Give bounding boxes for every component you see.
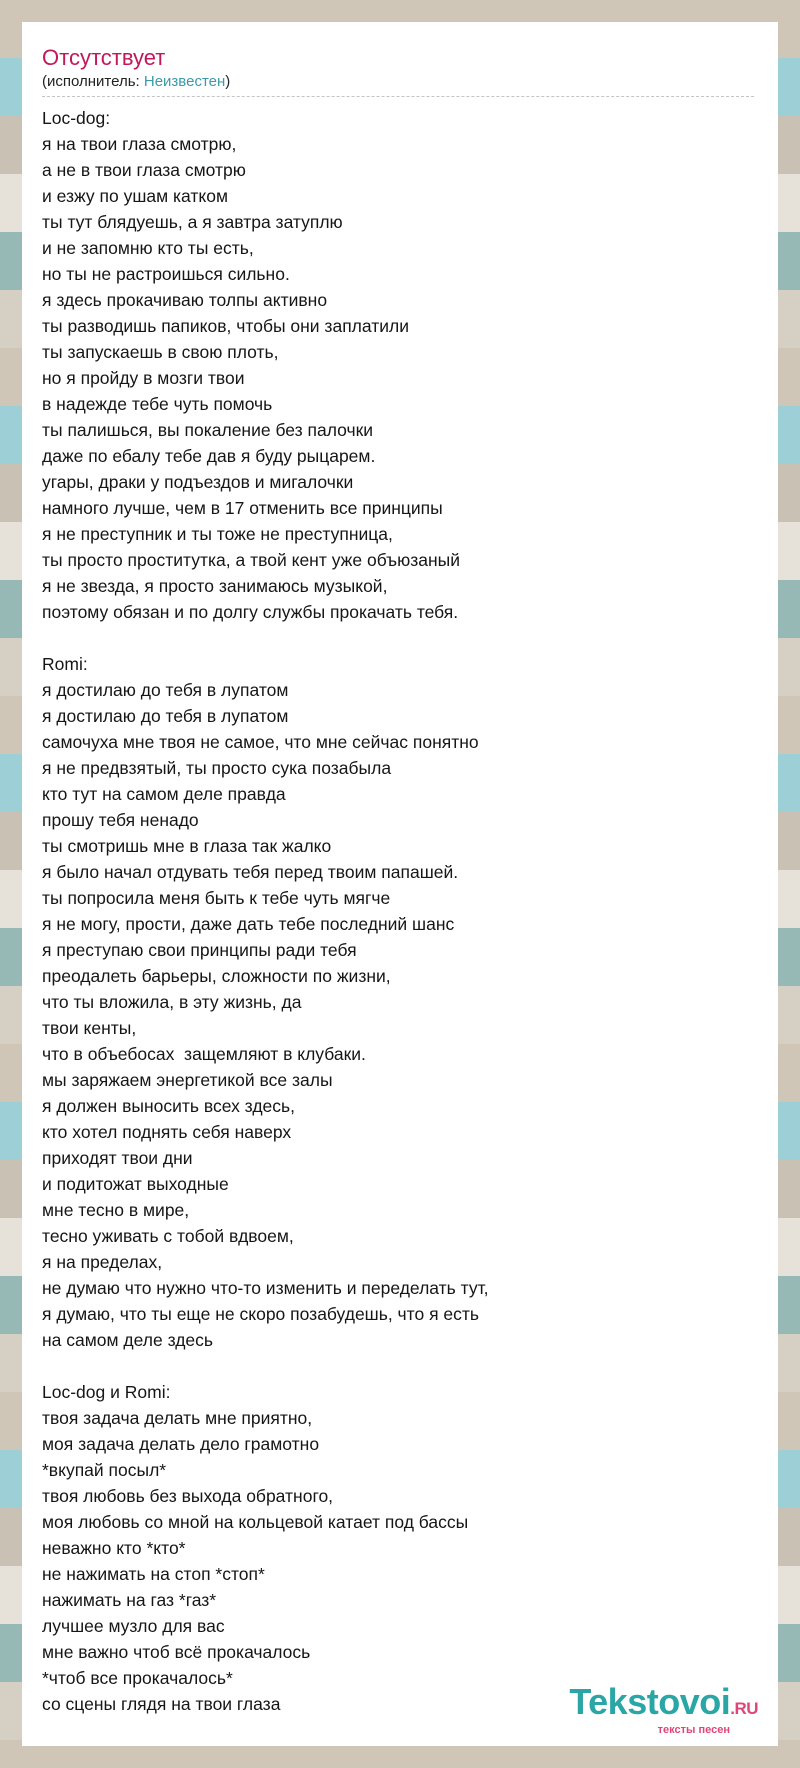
lyric-line: но ты не растроишься сильно.	[42, 264, 290, 284]
lyric-line: я преступаю свои принципы ради тебя	[42, 940, 357, 960]
lyric-line: неважно кто *кто*	[42, 1538, 186, 1558]
lyric-line: лучшее музло для вас	[42, 1616, 225, 1636]
lyrics-card	[22, 22, 778, 1746]
lyric-line	[42, 1353, 758, 1379]
lyric-line: не нажимать на стоп *стоп*	[42, 1564, 265, 1584]
lyric-line: Romi:	[42, 654, 88, 674]
lyric-line: что в объебосах защемляют в клубаки.	[42, 1044, 366, 1064]
lyric-line: но я пройду в мозги твои	[42, 368, 245, 388]
lyric-line: даже по ебалу тебе дав я буду рыцарем.	[42, 446, 376, 466]
lyric-line: твоя любовь без выхода обратного,	[42, 1486, 334, 1506]
lyric-line: я думаю, что ты еще не скоро позабудешь, что я есть	[42, 1304, 480, 1324]
performer-suffix: )	[225, 73, 231, 90]
lyric-line: моя любовь со мной на кольцевой катает под бассы	[42, 1512, 469, 1532]
lyric-line: ты палишься, вы покаление без палочки	[42, 420, 374, 440]
lyric-line: ты запускаешь в свою плоть,	[42, 342, 279, 362]
lyric-line: я должен выносить всех здесь,	[42, 1096, 295, 1116]
performer-prefix: (исполнитель:	[42, 73, 144, 90]
song-title: Отсутствует	[42, 45, 166, 70]
lyric-line: я не звезда, я просто занимаюсь музыкой,	[42, 576, 388, 596]
lyric-line: я не преступник и ты тоже не преступница,	[42, 524, 393, 544]
lyric-line: я достилаю до тебя в лупатом	[42, 706, 289, 726]
logo-tagline: тексты песен	[657, 1724, 730, 1736]
lyric-line: я на пределах,	[42, 1252, 163, 1272]
lyric-line: я достилаю до тебя в лупатом	[42, 680, 289, 700]
lyric-line: тесно уживать с тобой вдвоем,	[42, 1226, 294, 1246]
lyric-line: приходят твои дни	[42, 1148, 193, 1168]
performer-line	[42, 72, 754, 97]
lyric-line: мы заряжаем энергетикой все залы	[42, 1070, 333, 1090]
lyric-line: самочуха мне твоя не самое, что мне сейчас понятно	[42, 732, 479, 752]
lyric-line: со сцены глядя на твои глаза	[42, 1694, 281, 1714]
lyric-line: в надежде тебе чуть помочь	[42, 394, 273, 414]
lyric-line: ты разводишь папиков, чтобы они заплатили	[42, 316, 410, 336]
lyric-line: намного лучше, чем в 17 отменить все принципы	[42, 498, 443, 518]
lyric-line: я не могу, прости, даже дать тебе последний шанс	[42, 914, 455, 934]
lyric-line: что ты вложила, в эту жизнь, да	[42, 992, 302, 1012]
lyric-line: нажимать на газ *газ*	[42, 1590, 217, 1610]
lyric-line: поэтому обязан и по долгу службы прокачать тебя.	[42, 602, 459, 622]
logo-domain-suffix: .RU	[730, 1699, 758, 1718]
lyric-line: мне важно чтоб всё прокачалось	[42, 1642, 311, 1662]
performer-link[interactable]: Неизвестен	[143, 73, 226, 90]
lyric-line: на самом деле здесь	[42, 1330, 214, 1350]
lyric-line: кто хотел поднять себя наверх	[42, 1122, 292, 1142]
lyric-line: *чтоб все прокачалось*	[42, 1668, 233, 1688]
lyric-line: Loc-dog и Romi:	[42, 1382, 171, 1402]
lyric-line: прошу тебя ненадо	[42, 810, 199, 830]
lyric-line: а не в твои глаза смотрю	[42, 160, 246, 180]
lyric-line: ты попросила меня быть к тебе чуть мягче	[42, 888, 391, 908]
lyric-line: мне тесно в мире,	[42, 1200, 190, 1220]
lyric-line: и подитожат выходные	[42, 1174, 229, 1194]
lyric-line: моя задача делать дело грамотно	[42, 1434, 320, 1454]
lyric-line: я было начал отдувать тебя перед твоим папашей.	[42, 862, 459, 882]
lyric-line: Loc-dog:	[42, 108, 111, 128]
lyric-line: угары, драки у подъездов и мигалочки	[42, 472, 354, 492]
logo-wordmark: Tekstovoi	[569, 1681, 731, 1722]
lyric-line: преодалеть барьеры, сложности по жизни,	[42, 966, 391, 986]
lyric-line: и не запомню кто ты есть,	[42, 238, 254, 258]
lyric-line: не думаю что нужно что-то изменить и переделать тут,	[42, 1278, 489, 1298]
lyrics-text	[42, 105, 758, 1717]
lyric-line: твоя задача делать мне приятно,	[42, 1408, 313, 1428]
lyric-line: я на твои глаза смотрю,	[42, 134, 237, 154]
lyric-line: ты просто проститутка, а твой кент уже объюзаный	[42, 550, 460, 570]
lyric-line: *вкупай посыл*	[42, 1460, 167, 1480]
lyric-line: ты смотришь мне в глаза так жалко	[42, 836, 332, 856]
lyric-line: твои кенты,	[42, 1018, 137, 1038]
lyric-line	[42, 625, 758, 651]
lyric-line: я здесь прокачиваю толпы активно	[42, 290, 328, 310]
lyric-line: я не предвзятый, ты просто сука позабыла	[42, 758, 392, 778]
lyric-line: кто тут на самом деле правда	[42, 784, 286, 804]
site-logo[interactable]	[569, 1683, 758, 1736]
lyric-line: ты тут блядуешь, а я завтра затуплю	[42, 212, 343, 232]
lyric-line: и езжу по ушам катком	[42, 186, 229, 206]
